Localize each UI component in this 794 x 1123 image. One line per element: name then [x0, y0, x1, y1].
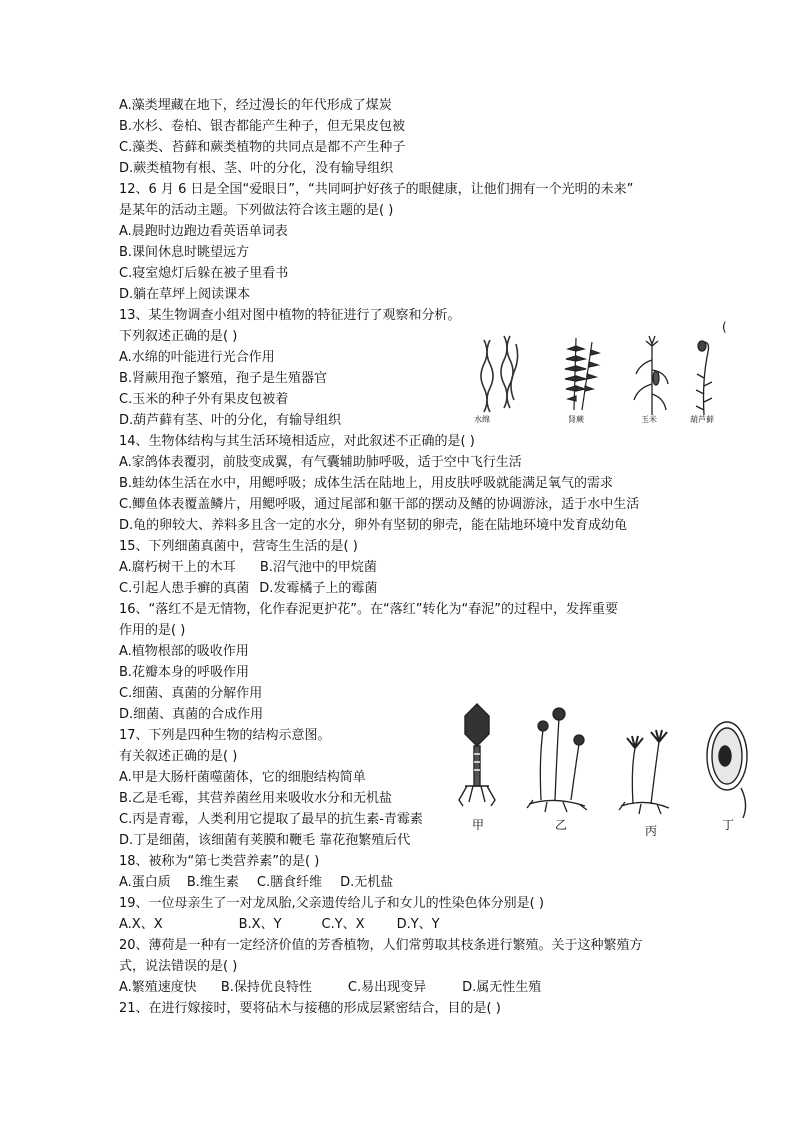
mucor-drawing: [527, 708, 587, 812]
q12-stem-cont: 是某年的活动主题。下列做法符合该主题的是( ): [119, 203, 394, 218]
q14-option-b: B.蛙幼体生活在水中，用鳃呼吸；成体生活在陆地上，用皮肤呼吸就能满足氧气的需求: [119, 476, 614, 491]
q20-option-d: D.属无性生殖: [462, 980, 542, 995]
q12-option-c: C.寝室熄灯后躲在被子里看书: [119, 266, 289, 281]
fig17-label-yi: 乙: [555, 818, 568, 832]
fig13-label-moss: 葫芦藓: [690, 415, 714, 424]
q15-option-c: C.引起人患手癣的真菌: [119, 581, 250, 596]
q19-options: [119, 916, 440, 934]
bacteriophage-drawing: [459, 704, 495, 806]
fig17-label-ding: 丁: [722, 818, 735, 832]
q12-option-a: A.晨跑时边跑边看英语单词表: [119, 224, 288, 239]
q15-option-b: B.沼气池中的甲烷菌: [259, 560, 377, 575]
q17-option-c: C.丙是青霉，人类利用它提取了最早的抗生素-青霉素: [119, 812, 423, 827]
q18-option-d: D.无机盐: [340, 875, 394, 890]
q11-option-d: D.蕨类植物有根、茎、叶的分化，没有输导组织: [119, 161, 394, 176]
q15-stem: 15、下列细菌真菌中，营寄生生活的是( ): [119, 539, 358, 554]
q19-option-b: B.X、Y: [238, 917, 282, 932]
q17-option-a: A.甲是大肠杆菌噬菌体，它的细胞结构简单: [119, 770, 366, 785]
q17-stem-cont: 有关叙述正确的是( ): [119, 749, 238, 764]
fig17-label-jia: 甲: [472, 818, 485, 832]
penicillium-drawing: [619, 730, 669, 814]
fern-drawing: [565, 338, 599, 410]
q16-option-a: A.植物根部的吸收作用: [119, 644, 249, 659]
fig13-label-spirogyra: 水绵: [474, 415, 490, 424]
q13-option-d: D.葫芦藓有茎、叶的分化，有输导组织: [119, 413, 342, 428]
q16-stem-cont: 作用的是( ): [119, 623, 186, 638]
q12-stem: 12、6 月 6 日是全国“爱眼日”，“共同呵护好孩子的眼健康，让他们拥有一个光明的未来”: [119, 182, 634, 197]
q18-option-b: B.维生素: [186, 875, 239, 890]
q17-option-b: B.乙是毛霉，其营养菌丝用来吸收水分和无机盐: [119, 791, 393, 806]
q17-stem: 17、下列是四种生物的结构示意图。: [119, 728, 331, 743]
q16-stem: 16、“落红不是无情物，化作春泥更护花”。在“落红”转化为“春泥”的过程中，发挥重要: [119, 602, 618, 617]
microbe-figure: [455, 700, 755, 830]
q17-option-d: D.丁是细菌，该细菌有荚膜和鞭毛 靠花孢繁殖后代: [119, 833, 411, 848]
q15-option-a: A.腐朽树干上的木耳: [119, 560, 236, 575]
fig17-label-bing: 丙: [645, 824, 658, 838]
q12-option-b: B.课间休息时眺望远方: [119, 245, 250, 260]
q19-stem: 19、一位母亲生了一对龙凤胎,父亲遗传给儿子和女儿的性染色体分别是( ): [119, 896, 544, 911]
q18-option-c: C.膳食纤维: [256, 875, 323, 890]
q14-option-d: D.龟的卵较大、养料多且含一定的水分，卵外有坚韧的卵壳，能在陆地环境中发育成幼龟: [119, 518, 628, 533]
bacterium-drawing: [707, 722, 747, 818]
q15-options-row1: [119, 559, 377, 577]
q14-stem: 14、生物体结构与其生活环境相适应，对此叙述不正确的是( ): [119, 434, 475, 449]
corn-drawing: [634, 336, 668, 415]
q15-option-d: D.发霉橘子上的霉菌: [259, 581, 378, 596]
q20-options: [119, 979, 541, 997]
q19-option-a: A.X、X: [119, 917, 163, 932]
q13-stem-cont: 下列叙述正确的是( ): [119, 329, 238, 344]
q20-stem: 20、薄荷是一种有一定经济价值的芳香植物，人们常剪取其枝条进行繁殖。关于这种繁殖方: [119, 938, 643, 953]
q20-option-a: A.繁殖速度快: [119, 980, 197, 995]
q12-option-d: D.躺在草坪上阅读课本: [119, 287, 251, 302]
q16-option-c: C.细菌、真菌的分解作用: [119, 686, 263, 701]
moss-drawing: [696, 341, 712, 415]
q19-option-c: C.Y、X: [321, 917, 365, 932]
q13-stem: 13、某生物调查小组对图中植物的特征进行了观察和分析。: [119, 308, 461, 323]
q11-option-c: C.藻类、苔藓和蕨类植物的共同点是都不产生种子: [119, 140, 406, 155]
q18-stem: 18、被称为“第七类营养素”的是( ): [119, 854, 320, 869]
q13-option-a: A.水绵的叶能进行光合作用: [119, 350, 275, 365]
q11-option-b: B.水杉、卷柏、银杏都能产生种子，但无果皮包被: [119, 119, 406, 134]
q13-option-c: C.玉米的种子外有果皮包被着: [119, 392, 289, 407]
fig13-label-corn: 玉米: [641, 415, 657, 424]
q11-option-a: A.藻类埋藏在地下，经过漫长的年代形成了煤炭: [119, 98, 392, 113]
q14-option-a: A.家鸽体表覆羽，前肢变成翼，有气囊辅助肺呼吸，适于空中飞行生活: [119, 455, 522, 470]
q16-option-b: B.花瓣本身的呼吸作用: [119, 665, 250, 680]
q20-option-b: B.保持优良特性: [220, 980, 312, 995]
spirogyra-drawing: [481, 336, 518, 412]
q13-option-b: B.肾蕨用孢子繁殖，孢子是生殖器官: [119, 371, 328, 386]
fig13-paren: (: [722, 320, 727, 334]
q18-option-a: A.蛋白质: [119, 875, 171, 890]
fig13-label-fern: 肾蕨: [568, 415, 584, 424]
q20-option-c: C.易出现变异: [347, 980, 427, 995]
q21-stem: 21、在进行嫁接时，要将砧木与接穗的形成层紧密结合，目的是( ): [119, 1001, 501, 1016]
q19-option-d: D.Y、Y: [396, 917, 440, 932]
q18-options: [119, 874, 393, 892]
q16-option-d: D.细菌、真菌的合成作用: [119, 707, 264, 722]
q14-option-c: C.鲫鱼体表覆盖鳞片，用鳃呼吸，通过尾部和躯干部的摆动及鳍的协调游泳，适于水中生活: [119, 497, 640, 512]
q20-stem-cont: 式，说法错误的是( ): [119, 959, 238, 974]
q15-options-row2: [119, 580, 377, 598]
